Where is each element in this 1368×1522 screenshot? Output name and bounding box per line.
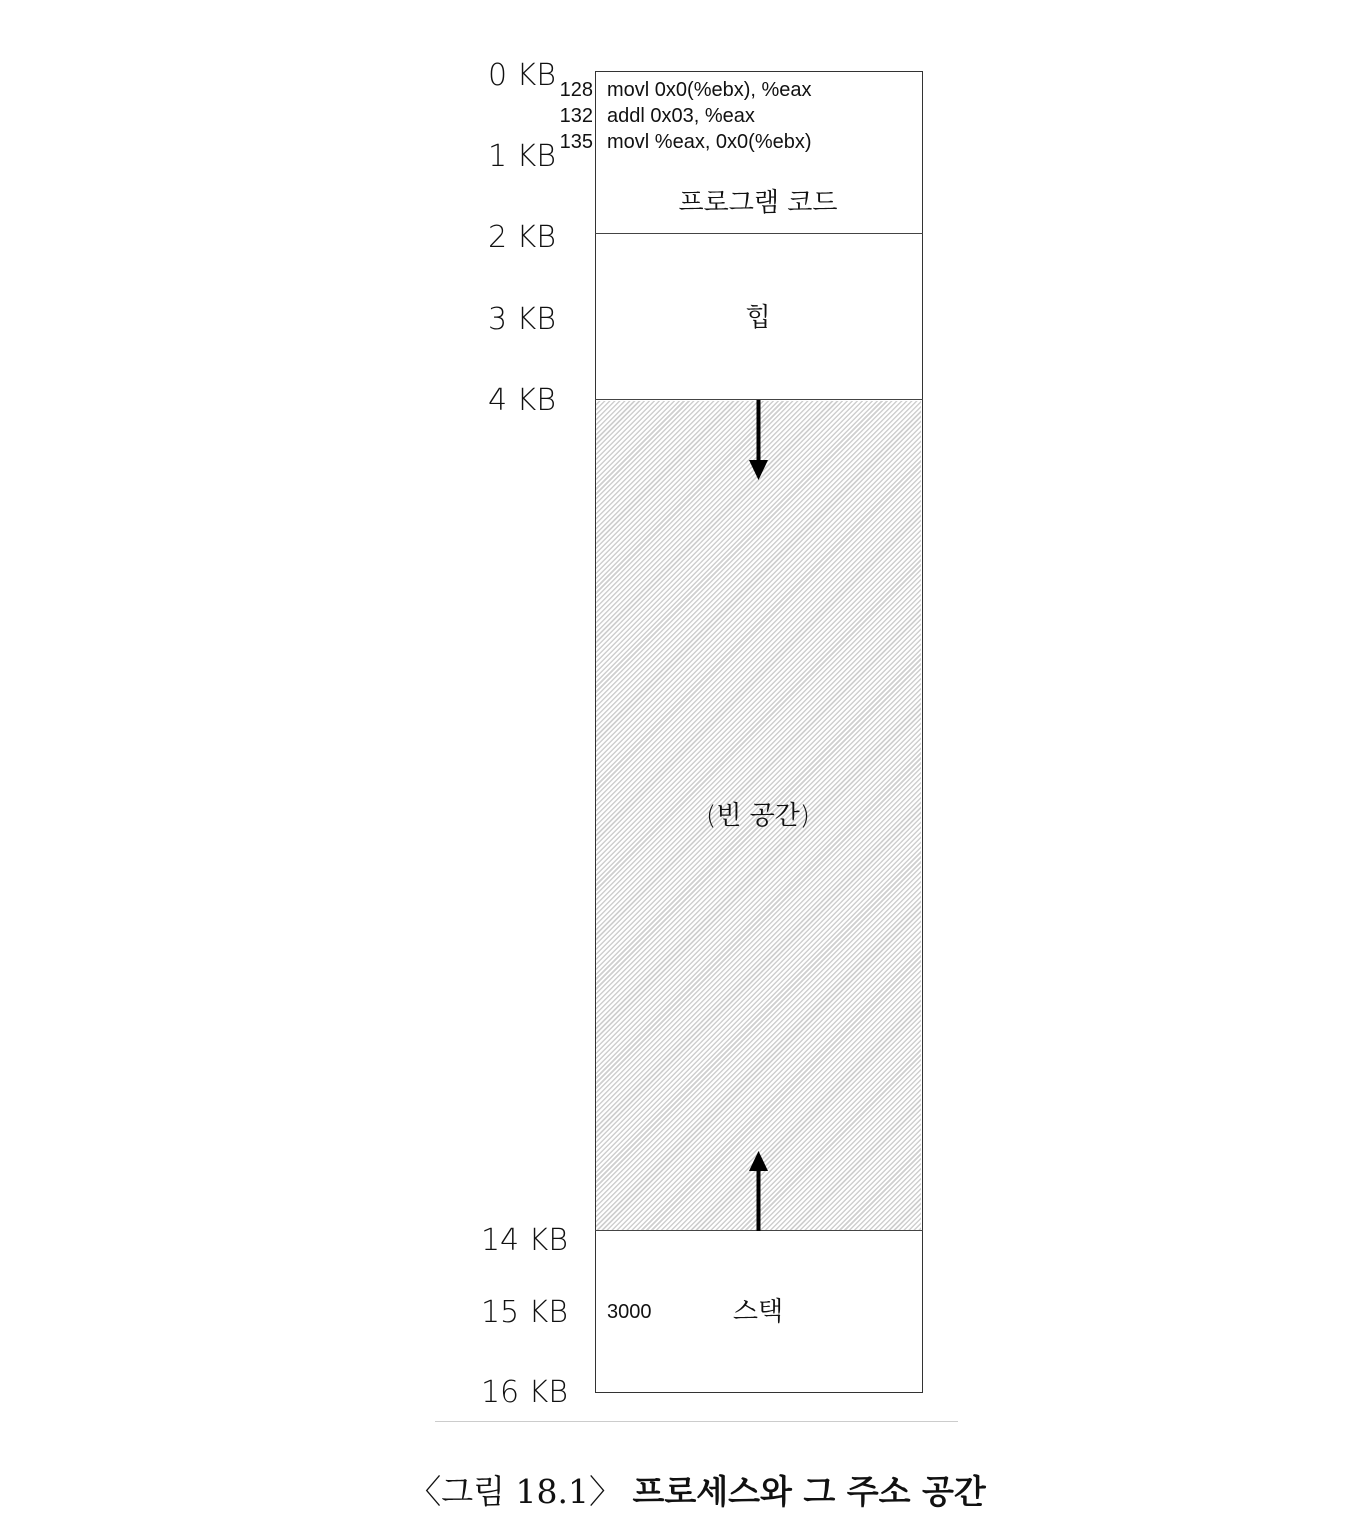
heap-growth-arrow-icon: [740, 398, 780, 488]
code-address: 135: [559, 131, 593, 153]
address-label-15kb: 15 KB: [480, 1295, 568, 1330]
stack-growth-arrow-icon: [740, 1145, 780, 1235]
address-label-0kb: 0 KB: [488, 58, 556, 93]
code-instruction: addl 0x03, %eax: [607, 105, 755, 127]
address-label-16kb: 16 KB: [480, 1375, 568, 1410]
code-instruction: movl 0x0(%ebx), %eax: [607, 79, 812, 101]
divider-code-heap: [595, 233, 923, 234]
segment-label-free: (빈 공간): [706, 801, 810, 831]
address-label-3kb: 3 KB: [488, 302, 556, 337]
segment-label-stack: 스택: [732, 1297, 784, 1327]
code-address: 128: [559, 79, 593, 101]
address-label-4kb: 4 KB: [488, 383, 556, 418]
stack-value: 3000: [607, 1301, 652, 1323]
segment-label-code: 프로그램 코드: [678, 188, 838, 218]
figure-caption: [0, 1466, 1368, 1513]
caption-prefix: 〈그림 18.1〉: [408, 1472, 622, 1511]
address-label-2kb: 2 KB: [488, 220, 556, 255]
address-label-14kb: 14 KB: [480, 1223, 568, 1258]
address-label-1kb: 1 KB: [488, 139, 556, 174]
caption-title: 프로세스와 그 주소 공간: [632, 1472, 986, 1511]
segment-label-heap: 힙: [745, 303, 771, 333]
code-instruction: movl %eax, 0x0(%ebx): [607, 131, 812, 153]
caption-divider: [435, 1421, 958, 1422]
code-address: 132: [559, 105, 593, 127]
